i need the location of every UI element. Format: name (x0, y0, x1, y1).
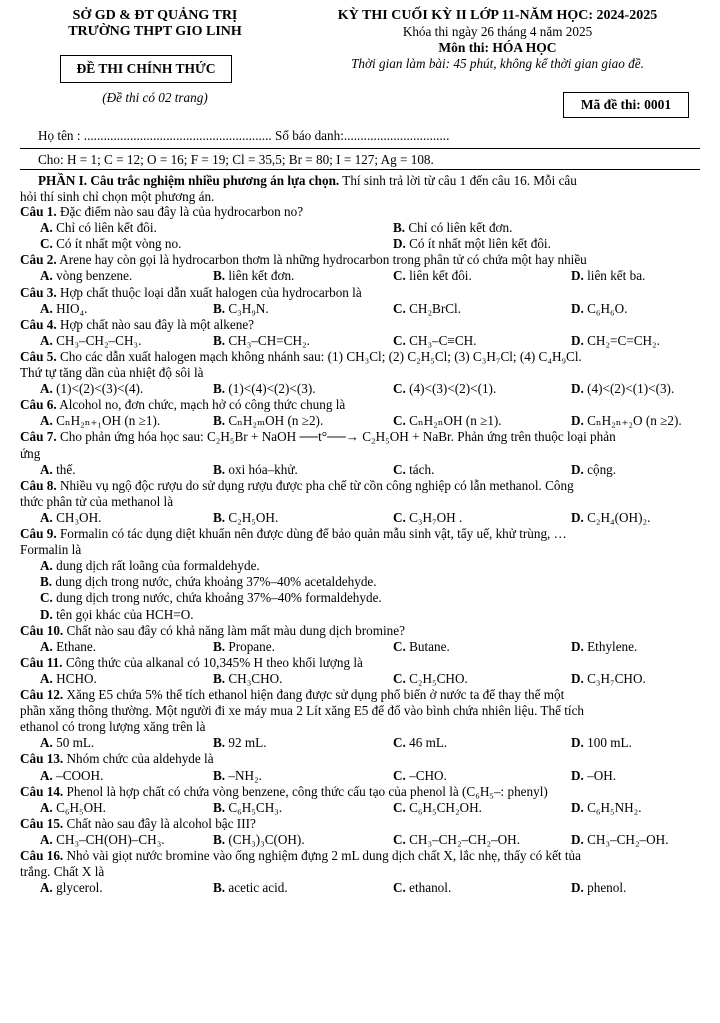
answer-option[interactable] (40, 333, 141, 349)
option-text: tách. (405, 461, 435, 477)
answer-option[interactable] (40, 639, 96, 655)
answer-option[interactable] (213, 413, 323, 429)
option-text: CH₃–CH=CH₂. (225, 332, 310, 348)
question-stem (20, 848, 700, 864)
question-text: Alcohol no, đơn chức, mạch hở có công thức chung là (56, 397, 346, 413)
option-letter: D. (571, 670, 584, 686)
option-letter: D. (571, 767, 584, 783)
option-text: C₃H₇CHO. (583, 670, 646, 686)
option-letter: D. (571, 461, 584, 477)
question-number: Câu 12. (20, 687, 64, 702)
candidate-info-line: Họ tên : ......................................................... Số báo danh:................................ (38, 128, 450, 143)
option-letter: C. (393, 831, 406, 847)
option-text: –NH₂. (225, 767, 262, 783)
answer-option[interactable] (393, 462, 434, 478)
answer-option[interactable] (40, 590, 382, 606)
question-number: Câu 3. (20, 284, 57, 300)
answer-option[interactable] (571, 768, 616, 784)
option-text: 92 mL. (225, 735, 267, 751)
option-letter: D. (571, 831, 584, 847)
divider-top (20, 148, 700, 149)
option-letter: A. (40, 638, 53, 654)
part1-instruction: Thí sinh trả lời từ câu 1 đến câu 16. Mỗi câu (339, 173, 577, 188)
option-text: (1)<(4)<(2)<(3). (225, 381, 316, 397)
option-letter: B. (213, 461, 226, 477)
question-text-cont: trắng. Chất X là (20, 864, 105, 880)
question-text-cont: ethanol có trong lượng xăng trên là (20, 719, 206, 735)
option-letter: B. (213, 767, 226, 783)
question-number: Câu 14. (20, 783, 64, 799)
option-letter: B. (213, 332, 226, 348)
option-letter: C. (393, 381, 406, 397)
option-text: C₂H₅OH. (225, 509, 279, 525)
option-letter: A. (40, 220, 53, 236)
divider-bottom (20, 169, 700, 170)
answer-option[interactable] (571, 671, 646, 687)
answer-option[interactable] (571, 268, 645, 284)
question-text: Cho phản ứng hóa học sau: C₂H₅Br + NaOH ──t°──→ C₂H₅OH + NaBr. Phản ứng trên thuộc loại phản (56, 429, 616, 445)
option-text: CH₃CHO. (225, 670, 283, 686)
option-letter: B. (213, 799, 226, 815)
option-text: (CH₃)₃C(OH). (225, 831, 305, 847)
answer-option[interactable] (571, 880, 626, 896)
option-text: tên gọi khác của HCH=O. (52, 606, 194, 622)
question-text: Nhiều vụ ngộ độc rượu do sử dụng rượu được pha chế từ cồn công nghiệp có lẫn methanol. Công (56, 477, 574, 493)
option-text: (4)<(2)<(1)<(3). (583, 381, 675, 397)
option-text: (1)<(2)<(3)<(4). (52, 381, 144, 397)
question-text: Đặc điểm nào sau đây là của hydrocarbon no? (56, 204, 304, 219)
option-letter: D. (571, 332, 584, 348)
question-text: Cho các dẫn xuất halogen mạch không nhánh sau: (1) CH₃Cl; (2) C₂H₅Cl; (3) C₃H₇Cl; (4) C₄H₉Cl. (56, 348, 582, 364)
option-text: liên kết ba. (583, 268, 646, 284)
option-text: Chỉ có liên kết đơn. (405, 220, 513, 236)
question-text: Hợp chất thuộc loại dẫn xuất halogen của hydrocarbon là (56, 284, 362, 300)
option-letter: D. (393, 236, 406, 252)
answer-option[interactable] (571, 333, 660, 349)
answer-option[interactable] (40, 574, 377, 590)
option-text: glycerol. (52, 880, 103, 896)
option-letter: D. (571, 413, 584, 429)
option-letter: A. (40, 670, 53, 686)
answer-option[interactable] (213, 671, 282, 687)
option-text: oxi hóa–khử. (225, 461, 298, 477)
answer-option[interactable] (571, 413, 682, 429)
option-text: CₙH₂ₙ₊₁OH (n ≥1). (52, 413, 161, 429)
option-letter: A. (40, 461, 53, 477)
option-letter: A. (40, 831, 53, 847)
option-text: dung dịch trong nước, chứa khoảng 37%–40% acetaldehyde. (52, 574, 377, 590)
question-stem (20, 204, 700, 220)
answer-option[interactable] (40, 800, 106, 816)
option-letter: C. (393, 332, 406, 348)
answer-option[interactable] (571, 735, 632, 751)
question-text: Nhóm chức của aldehyde là (63, 751, 214, 767)
answer-option[interactable] (40, 236, 181, 252)
question-text-cont: Thứ tự tăng dần của nhiệt độ sôi là (20, 365, 204, 380)
option-letter: B. (213, 638, 226, 654)
option-letter: B. (213, 670, 226, 686)
option-text: CH₃–CH₂–OH. (583, 831, 669, 847)
question-text: Công thức của alkanal có 10,345% H theo khối lượng là (62, 654, 363, 670)
option-text: 100 mL. (583, 735, 632, 751)
option-letter: D. (571, 638, 584, 654)
department-name: SỞ GD & ĐT QUẢNG TRỊ (72, 8, 238, 23)
option-letter: B. (213, 880, 226, 896)
option-text: –CHO. (405, 767, 447, 783)
question-text-cont: Formalin là (20, 542, 82, 558)
answer-option[interactable] (40, 735, 94, 751)
option-text: cộng. (583, 461, 617, 477)
option-text: C₃H₇OH . (405, 509, 463, 525)
exam-subject: Môn thi: HÓA HỌC (438, 40, 557, 55)
answer-option[interactable] (213, 768, 262, 784)
question-number: Câu 9. (20, 526, 57, 541)
question-text-cont: thức phân tử của methanol là (20, 493, 174, 509)
answer-option[interactable] (571, 800, 642, 816)
answer-option[interactable] (40, 381, 143, 397)
option-letter: A. (40, 332, 53, 348)
option-letter: A. (40, 558, 53, 574)
question-number: Câu 11. (20, 654, 63, 670)
question-stem (20, 751, 700, 767)
option-letter: D. (571, 509, 584, 525)
option-text: Có ít nhất một vòng no. (52, 236, 182, 252)
pages-note: (Đề thi có 02 trang) (102, 90, 208, 105)
option-text: CH₃–C≡CH. (405, 332, 477, 348)
option-letter: D. (571, 880, 584, 896)
answer-option[interactable] (40, 462, 76, 478)
answer-option[interactable] (571, 462, 616, 478)
option-text: (4)<(3)<(2)<(1). (405, 381, 497, 397)
question-stem (20, 285, 700, 301)
question-stem (20, 687, 700, 703)
answer-option[interactable] (40, 607, 194, 623)
answer-option[interactable] (393, 639, 450, 655)
answer-option[interactable] (40, 413, 160, 429)
answer-option[interactable] (213, 381, 316, 397)
answer-option[interactable] (213, 301, 269, 317)
question-text: Hợp chất nào sau đây là một alkene? (56, 316, 255, 332)
question-stem (20, 784, 700, 800)
option-text: Chỉ có liên kết đôi. (52, 220, 157, 236)
option-letter: C. (393, 300, 406, 316)
option-letter: A. (40, 767, 53, 783)
option-letter: A. (40, 413, 53, 429)
answer-option[interactable] (571, 832, 669, 848)
option-text: C₃H₉N. (225, 300, 269, 316)
option-text: –OH. (583, 767, 617, 783)
question-number: Câu 4. (20, 316, 57, 332)
option-letter: B. (213, 381, 226, 397)
question-text: Phenol là hợp chất có chứa vòng benzene, công thức cấu tạo của phenol là (C₆H₅–: phenyl) (63, 783, 548, 799)
option-text: thế. (52, 461, 76, 477)
question-stem (20, 349, 700, 365)
option-text: 50 mL. (52, 735, 95, 751)
question-number: Câu 8. (20, 477, 57, 493)
option-text: liên kết đôi. (405, 268, 472, 284)
question-stem (20, 317, 700, 333)
question-number: Câu 15. (20, 815, 64, 831)
answer-option[interactable] (40, 558, 260, 574)
answer-option[interactable] (393, 301, 461, 317)
option-letter: B. (393, 220, 406, 236)
answer-option[interactable] (393, 220, 512, 236)
answer-option[interactable] (40, 301, 87, 317)
question-number: Câu 6. (20, 397, 57, 413)
option-letter: B. (40, 574, 53, 590)
option-letter: B. (213, 831, 226, 847)
answer-option[interactable] (213, 880, 288, 896)
answer-option[interactable] (571, 381, 674, 397)
part1-heading (38, 173, 718, 189)
option-text: C₂H₅CHO. (405, 670, 468, 686)
question-stem (20, 397, 700, 413)
option-text: C₆H₅OH. (52, 799, 106, 815)
option-letter: C. (393, 509, 406, 525)
option-text: C₆H₆O. (583, 300, 628, 316)
option-text: Có ít nhất một liên kết đôi. (405, 236, 551, 252)
question-text-cont: phần xăng thông thường. Một người đi xe máy mua 2 Lít xăng E5 để đổ vào bình chứa nhiên liệu. Thể tích (20, 703, 585, 719)
option-letter: C. (393, 670, 406, 686)
answer-option[interactable] (40, 880, 103, 896)
answer-option[interactable] (393, 735, 447, 751)
option-text: HCHO. (52, 670, 97, 686)
option-letter: D. (40, 606, 53, 622)
option-text: CH₃–CH₂–CH₃. (52, 332, 142, 348)
answer-option[interactable] (213, 800, 282, 816)
option-letter: B. (213, 268, 226, 284)
question-number: Câu 16. (20, 848, 64, 863)
question-text: Nhỏ vài giọt nước bromine vào ống nghiệm đựng 2 mL dung dịch chất X, lắc nhẹ, thấy có kết tủa (63, 848, 581, 863)
option-letter: D. (571, 799, 584, 815)
option-letter: C. (393, 735, 406, 751)
answer-option[interactable] (571, 639, 637, 655)
school-name: TRƯỜNG THPT GIO LINH (68, 24, 242, 39)
answer-option[interactable] (393, 880, 451, 896)
option-text: liên kết đơn. (225, 268, 295, 284)
option-text: CH₃OH. (52, 509, 102, 525)
option-text: ethanol. (405, 880, 452, 896)
answer-option[interactable] (40, 510, 101, 526)
option-letter: A. (40, 300, 53, 316)
option-letter: A. (40, 509, 53, 525)
option-letter: C. (393, 268, 406, 284)
option-letter: C. (393, 880, 406, 896)
part1-title: PHẦN I. Câu trắc nghiệm nhiều phương án lựa chọn. (38, 173, 340, 188)
question-stem (20, 816, 700, 832)
answer-option[interactable] (213, 832, 305, 848)
answer-option[interactable] (213, 639, 275, 655)
option-letter: B. (213, 300, 226, 316)
answer-option[interactable] (393, 413, 502, 429)
answer-option[interactable] (40, 268, 132, 284)
option-text: C₂H₄(OH)₂. (583, 509, 651, 525)
option-text: CH₂BrCl. (405, 300, 461, 316)
answer-option[interactable] (213, 462, 298, 478)
option-text: HIO₄. (52, 300, 88, 316)
question-stem (20, 526, 700, 542)
option-text: Propane. (225, 638, 275, 654)
option-letter: A. (40, 381, 53, 397)
option-letter: A. (40, 735, 53, 751)
answer-option[interactable] (393, 268, 472, 284)
question-text: Chất nào sau đây là alcohol bậc III? (63, 815, 256, 831)
option-letter: D. (571, 735, 584, 751)
option-text: vòng benzene. (52, 268, 133, 284)
option-letter: D. (571, 268, 584, 284)
option-letter: C. (393, 767, 406, 783)
option-letter: C. (40, 590, 53, 606)
option-text: 46 mL. (405, 735, 448, 751)
question-number: Câu 5. (20, 348, 57, 364)
answer-option[interactable] (40, 220, 157, 236)
option-text: C₆H₅CH₃. (225, 799, 283, 815)
option-text: CₙH₂ₙOH (n ≥1). (405, 413, 502, 429)
option-text: CₙH₂ₙ₊₂O (n ≥2). (583, 413, 682, 429)
atomic-masses: Cho: H = 1; C = 12; O = 16; F = 19; Cl = 35,5; Br = 80; I = 127; Ag = 108. (38, 152, 434, 167)
option-text: CH₃–CH₂–CH₂–OH. (405, 831, 521, 847)
option-text: dung dịch rất loãng của formaldehyde. (52, 558, 260, 574)
official-exam-box: ĐỀ THI CHÍNH THỨC (60, 55, 232, 83)
answer-option[interactable] (393, 510, 462, 526)
part1-instruction-cont: hỏi thí sinh chỉ chọn một phương án. (20, 189, 215, 204)
answer-option[interactable] (393, 236, 551, 252)
answer-option[interactable] (213, 268, 294, 284)
answer-option[interactable] (393, 333, 477, 349)
option-text: Butane. (405, 638, 450, 654)
option-letter: D. (571, 300, 584, 316)
question-number: Câu 2. (20, 252, 57, 268)
answer-option[interactable] (40, 671, 97, 687)
answer-option[interactable] (40, 832, 165, 848)
question-number: Câu 10. (20, 622, 64, 638)
answer-option[interactable] (213, 510, 278, 526)
option-text: phenol. (583, 880, 627, 896)
exam-code-box: Mã đề thi: 0001 (563, 92, 689, 118)
answer-option[interactable] (571, 301, 627, 317)
question-number: Câu 1. (20, 204, 57, 219)
option-text: Ethylene. (583, 638, 638, 654)
option-letter: A. (40, 799, 53, 815)
option-text: CₙH₂ₘOH (n ≥2). (225, 413, 324, 429)
question-stem (20, 623, 700, 639)
option-text: dung dịch trong nước, chứa khoảng 37%–40% formaldehyde. (52, 590, 382, 606)
option-letter: B. (213, 509, 226, 525)
question-text-cont: ứng (20, 445, 41, 461)
question-stem (20, 252, 700, 268)
question-text: Formalin có tác dụng diệt khuẩn nên được dùng để bảo quản mẫu sinh vật, tẩy uế, khử trùng, … (56, 526, 567, 541)
answer-option[interactable] (40, 768, 103, 784)
answer-option[interactable] (393, 832, 520, 848)
option-text: –COOH. (52, 767, 104, 783)
answer-option[interactable] (213, 735, 267, 751)
option-letter: C. (393, 413, 406, 429)
option-letter: A. (40, 880, 53, 896)
answer-option[interactable] (393, 671, 468, 687)
option-text: CH₂=C=CH₂. (583, 332, 660, 348)
option-text: acetic acid. (225, 880, 288, 896)
answer-option[interactable] (393, 800, 482, 816)
exam-date: Khóa thi ngày 26 tháng 4 năm 2025 (402, 24, 593, 39)
question-text: Xăng E5 chứa 5% thể tích ethanol hiện đang được sử dụng phổ biến ở nước ta để thay thế một (63, 687, 565, 702)
header-right (285, 8, 710, 72)
question-text: Chất nào sau đây có khả năng làm mất màu dung dịch bromine? (63, 622, 405, 638)
option-letter: C. (393, 638, 406, 654)
question-number: Câu 7. (20, 429, 57, 445)
question-text: Arene hay còn gọi là hydrocarbon thơm là những hydrocarbon trong phân tử có chứa một hay nhiều (56, 252, 587, 268)
option-letter: D. (571, 381, 584, 397)
option-letter: B. (213, 413, 226, 429)
exam-time: Thời gian làm bài: 45 phút, không kể thời gian giao đề. (351, 56, 644, 71)
question-stem (20, 429, 700, 445)
exam-title: KỲ THI CUỐI KỲ II LỚP 11-NĂM HỌC: 2024-2025 (337, 8, 658, 23)
option-letter: C. (393, 461, 406, 477)
answer-option[interactable] (393, 381, 496, 397)
option-letter: B. (213, 735, 226, 751)
option-text: CH₃–CH(OH)–CH₃. (52, 831, 165, 847)
question-number: Câu 13. (20, 751, 64, 767)
answer-option[interactable] (571, 510, 650, 526)
header-left (20, 8, 290, 40)
option-letter: C. (40, 236, 53, 252)
option-letter: C. (393, 799, 406, 815)
question-stem (20, 478, 700, 494)
option-text: Ethane. (52, 638, 97, 654)
option-text: C₆H₅NH₂. (583, 799, 642, 815)
question-stem (20, 655, 700, 671)
answer-option[interactable] (393, 768, 447, 784)
option-letter: A. (40, 268, 53, 284)
option-text: C₆H₅CH₂OH. (405, 799, 482, 815)
answer-option[interactable] (213, 333, 310, 349)
